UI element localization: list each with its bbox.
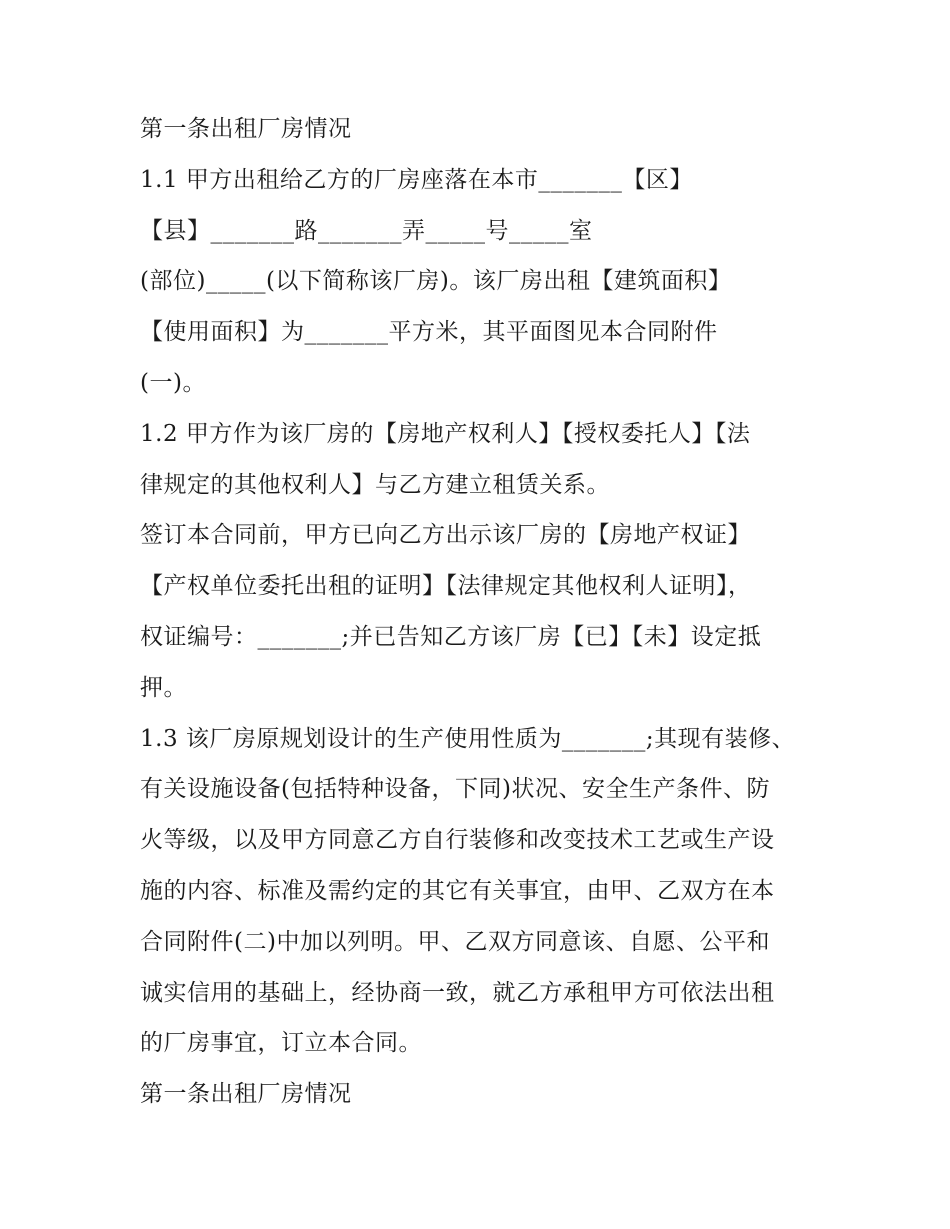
clause-1-1-line-2: 【县】_______路_______弄_____号_____室 <box>140 217 593 244</box>
clause-1-1-line-4: 【使用面积】为_______平方米，其平面图见本合同附件 <box>140 319 718 346</box>
clause-1-2-line-5: 权证编号：_______;并已告知乙方该厂房【已】【未】设定抵 <box>140 623 762 650</box>
document-body <box>140 104 820 1120</box>
clause-1-1-line-3: (部位)_____(以下简称该厂房)。该厂房出租【建筑面积】 <box>140 268 732 295</box>
clause-1-3-line-1: 1.3 该厂房原规划设计的生产使用性质为_______;其现有装修、 <box>140 725 796 752</box>
section-heading: 第一条出租厂房情况 <box>140 116 352 142</box>
clause-1-3-line-5: 合同附件(二)中加以列明。甲、乙双方同意该、自愿、公平和 <box>140 928 770 955</box>
clause-1-3-line-6: 诚实信用的基础上，经协商一致，就乙方承租甲方可依法出租 <box>140 979 775 1006</box>
clause-1-2-line-4: 【产权单位委托出租的证明】【法律规定其他权利人证明】， <box>140 573 752 600</box>
clause-1-3-line-4: 施的内容、标准及需约定的其它有关事宜，由甲、乙双方在本 <box>140 877 775 904</box>
clause-1-3-line-2: 有关设施设备(包括特种设备，下同)状况、安全生产条件、防 <box>140 776 770 803</box>
clause-1-1-line-5: (一)。 <box>140 369 206 396</box>
clause-1-3-line-7: 的厂房事宜，订立本合同。 <box>140 1030 422 1057</box>
clause-1-2-line-1: 1.2 甲方作为该厂房的【房地产权利人】【授权委托人】【法 <box>140 420 751 447</box>
clause-1-2-line-6: 押。 <box>140 674 187 701</box>
clause-1-2-line-3: 签订本合同前，甲方已向乙方出示该厂房的【房地产权证】 <box>140 522 751 549</box>
clause-1-2-line-2: 律规定的其他权利人】与乙方建立租赁关系。 <box>140 471 610 498</box>
section-heading-repeat: 第一条出租厂房情况 <box>140 1081 352 1108</box>
clause-1-3-line-3: 火等级，以及甲方同意乙方自行装修和改变技术工艺或生产设 <box>140 827 775 854</box>
clause-1-1-line-1: 1.1 甲方出租给乙方的厂房座落在本市_______【区】 <box>140 166 693 193</box>
